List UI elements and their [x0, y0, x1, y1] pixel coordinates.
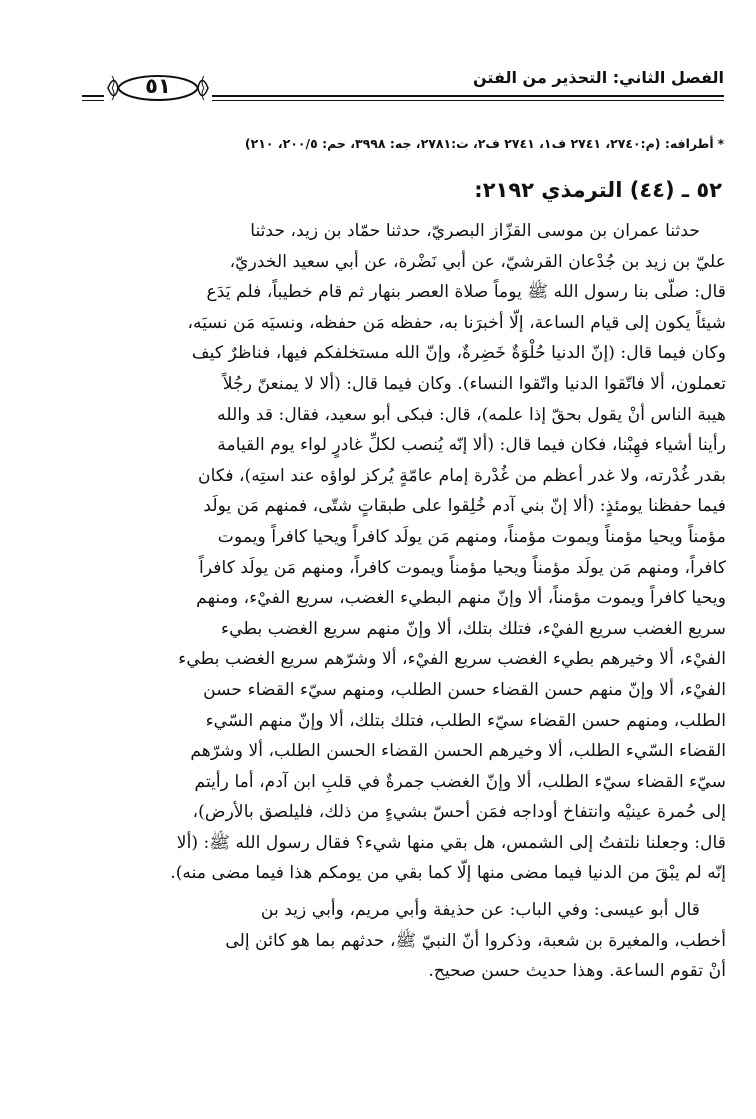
commentary-line: قال أبو عيسى: وفي الباب: عن حذيفة وأبي مريم، وأبي زيد بن	[260, 900, 700, 921]
page-number: ٥١	[145, 74, 171, 98]
hadith-line: القضاء السّيء الطلب، ألا وخيرهم الحسن القضاء الحسن الطلب، ألا وشرّهم	[190, 741, 726, 762]
commentary-line: أنْ تقوم الساعة. وهذا حديث حسن صحيح.	[428, 961, 726, 982]
hadith-line: الطلب، ومنهم حسن القضاء سيّء الطلب، فتلك بتلك، ألا وإنّ منهم السّيء	[205, 710, 726, 731]
hadith-body	[30, 216, 726, 987]
hadith-line: عليّ بن زيد بن جُدْعان القرشيّ، عن أبي نَضْرة، عن أبي سعيد الخدريّ،	[229, 251, 726, 272]
page-number-ornament	[106, 68, 210, 108]
hadith-heading: ٥٢ ـ (٤٤) الترمذي ٢١٩٢:	[474, 178, 722, 202]
hadith-line: إنّه لم يبْقَ من الدنيا فيما مضى منها إلّا كما بقي من يومكم هذا فيما مضى منه).	[170, 863, 726, 884]
hadith-line: مؤمناً ويحيا مؤمناً ويموت مؤمناً، ومنهم مَن يولَد كافراً ويحيا كافراً ويموت	[217, 526, 726, 547]
footnote-text: أطرافه: (م:٢٧٤٠، ٢٧٤١ ف١، ٢٧٤١ ف٢، ت:٢٧٨١، جه: ٣٩٩٨، حم: ٢٠٠/٥، ٢١٠)	[244, 136, 714, 151]
hadith-line: قال: وجعلنا نلتفتُ إلى الشمس، هل بقي منها شيء؟ فقال رسول الله ﷺ: (ألا	[176, 832, 726, 853]
header-rule-left-thin	[82, 100, 104, 101]
hadith-line: سيّء القضاء سيّء الطلب، ألا وإنّ الغضب جمرةٌ في قلبِ ابن آدم، أما رأيتم	[194, 771, 726, 792]
hadith-line: قال: صلّى بنا رسول الله ﷺ يوماً صلاة العصر بنهار ثم قام خطيباً، فلم يَدَع	[206, 282, 726, 303]
hadith-line: هيبة الناس أنْ يقول بحقّ إذا علمه)، قال: فبكى أبو سعيد، فقال: قد والله	[217, 404, 726, 425]
page-header	[82, 62, 724, 108]
hadith-line: إلى حُمرة عينيْه وانتفاخ أوداجه فمَن أحسّ بشيءٍ من ذلك، فليلصق بالأرض)،	[192, 802, 726, 823]
hadith-line: الفيْء، ألا وإنّ منهم حسن القضاء حسن الطلب، ومنهم سيّء القضاء حسن	[203, 679, 726, 700]
hadith-line: شيئاً يكون إلى قيام الساعة، إلّا أخبرَنا به، حفظه مَن حفظه، ونسيَه مَن نسيَه،	[187, 312, 726, 333]
hadith-line: سريع الغضب سريع الفيْء، فتلك بتلك، ألا وإنّ منهم سريع الغضب بطيء	[221, 618, 726, 639]
hadith-line: فيما حفظنا يومئذٍ: (ألا إنّ بني آدم خُلِقوا على طبقاتٍ شتّى، فمنهم مَن يولَد	[203, 496, 726, 517]
hadith-line: كافراً، ومنهم مَن يولَد مؤمناً ويحيا مؤمناً ويموت كافراً، ومنهم مَن يولَد كافراً	[199, 557, 726, 578]
header-rule	[212, 95, 724, 97]
header-rule-thin	[212, 100, 724, 101]
hadith-line: تعملون، ألا فاتّقوا الدنيا واتّقوا النساء). وكان فيما قال: (ألا لا يمنعنّ رجُلاً	[222, 373, 726, 394]
hadith-line: حدثنا عمران بن موسى القزّاز البصريّ، حدثنا حمّاد بن زيد، حدثنا	[250, 221, 700, 241]
hadith-line: ويحيا كافراً ويموت مؤمناً، ألا وإنّ منهم البطيء الغضب، سريع الفيْء، ومنهم	[196, 588, 726, 609]
footnote	[32, 136, 724, 151]
hadith-line: الفيْء، ألا وخيرهم بطيء الغضب سريع الفيْء، ألا وشرّهم سريع الغضب بطيء	[178, 649, 726, 670]
commentary-line: أخطب، والمغيرة بن شعبة، وذكروا أنّ النبيّ ﷺ، حدثهم بما هو كائن إلى	[225, 930, 726, 951]
footnote-star: *	[717, 137, 724, 151]
hadith-line: بقدر غُدْرته، ولا غدر أعظم من غُدْرة إمام عامّةٍ يُركز لواؤه عند استِه)، فكان	[197, 465, 726, 486]
header-rule-left	[82, 95, 104, 97]
hadith-line: وكان فيما قال: (إنّ الدنيا حُلْوَةٌ خَضِرةٌ، وإنّ الله مستخلفكم فيها، فناظرٌ كيف	[191, 343, 726, 364]
hadith-line: رأينا أشياء فهِبْنا، فكان فيما قال: (ألا إنّه يُنصب لكلِّ غادرٍ لواء يوم القيامة	[217, 435, 726, 456]
running-title: الفصل الثاني: التحذير من الفتن	[473, 68, 724, 87]
